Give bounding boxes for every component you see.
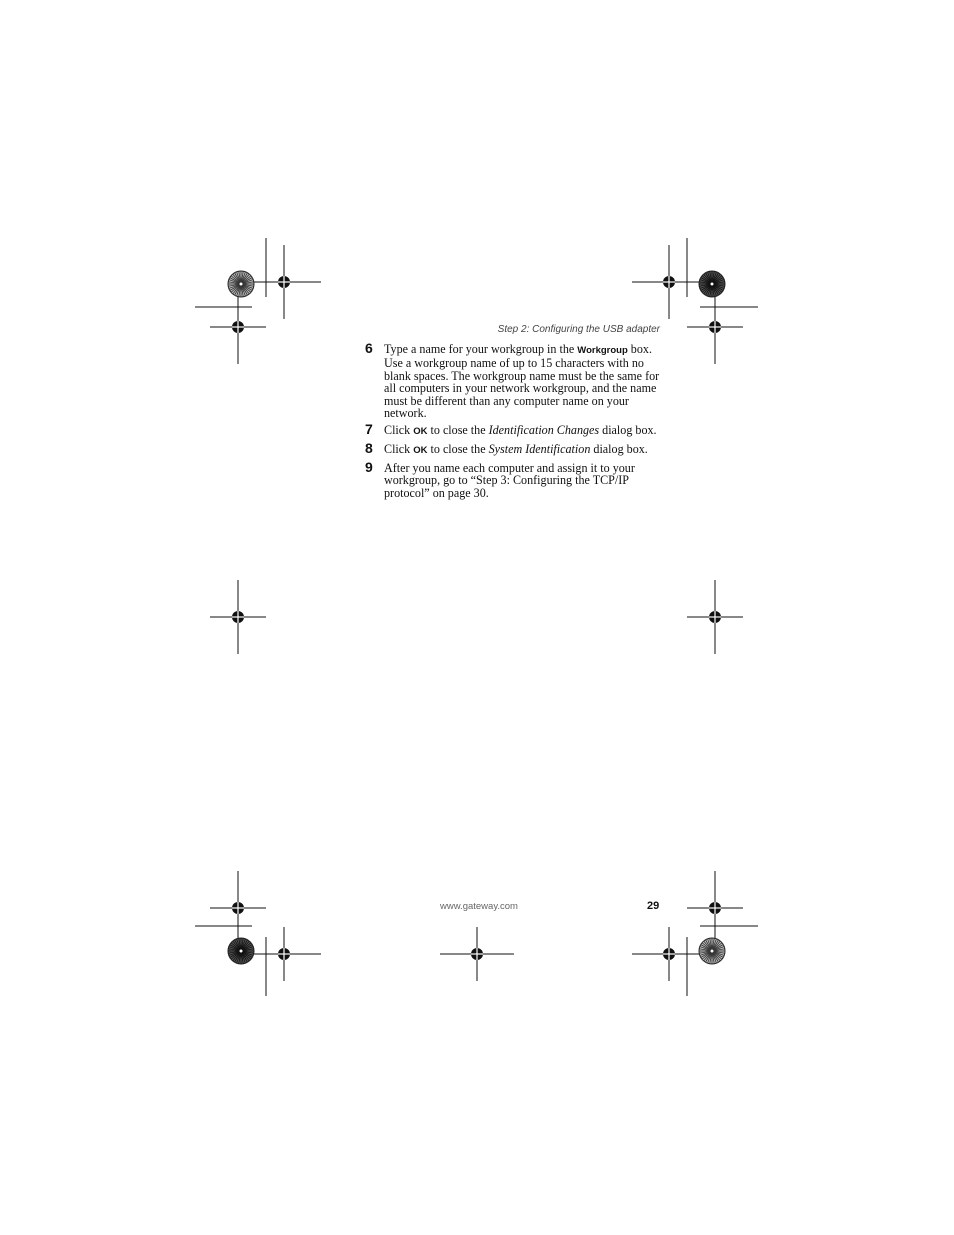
page-number: 29 — [647, 900, 660, 912]
registration-crosshair — [210, 871, 266, 945]
running-header: Step 2: Configuring the USB adapter — [497, 324, 660, 335]
step-text: After you name each computer and assign it to your workgroup, go to “Step 3: Configuring the TCP/IP protocol” on page 30. — [384, 461, 635, 500]
registration-crosshair — [687, 580, 743, 654]
step-number: 8 — [365, 440, 373, 457]
star-targets — [228, 271, 725, 964]
step-text: box. Use a workgroup name of up to 15 characters with no blank spaces. The workgroup name must be the same for all computers in your network workgroup, and the name must be different than any computer name on your network. — [384, 342, 660, 421]
registration-crosshair — [210, 290, 266, 364]
registration-crosshair — [687, 871, 743, 945]
starburst-target — [699, 271, 725, 297]
ui-label-ok: OK — [413, 426, 428, 438]
registration-crosshair — [687, 290, 743, 364]
footer-url: www.gateway.com — [440, 901, 518, 912]
step-number: 6 — [365, 340, 373, 356]
ui-label-workgroup: Workgroup — [577, 345, 628, 356]
step-text: to close the — [427, 423, 489, 438]
step-text: to close the — [427, 442, 489, 457]
registration-crosshair — [247, 927, 321, 981]
starburst-target — [228, 938, 254, 964]
step-number: 7 — [365, 421, 373, 438]
dialog-name: System Identification — [488, 442, 591, 457]
registration-marks — [210, 245, 743, 981]
step-text: dialog box. — [590, 442, 648, 457]
registration-crosshair — [632, 927, 706, 981]
step-text: Click — [384, 442, 414, 457]
starburst-target — [699, 938, 725, 964]
registration-crosshair — [210, 580, 266, 654]
registration-crosshair — [440, 927, 514, 981]
registration-crosshair — [632, 245, 706, 319]
dialog-name: Identification Changes — [488, 423, 600, 438]
ui-label-ok: OK — [413, 445, 428, 457]
step-number: 9 — [365, 459, 373, 476]
registration-crosshair — [247, 245, 321, 319]
step-text: Click — [384, 423, 414, 438]
step-text: dialog box. — [599, 423, 657, 438]
trim-lines — [195, 238, 758, 996]
starburst-target — [228, 271, 254, 297]
step-text: Type a name for your workgroup in the — [384, 342, 578, 356]
